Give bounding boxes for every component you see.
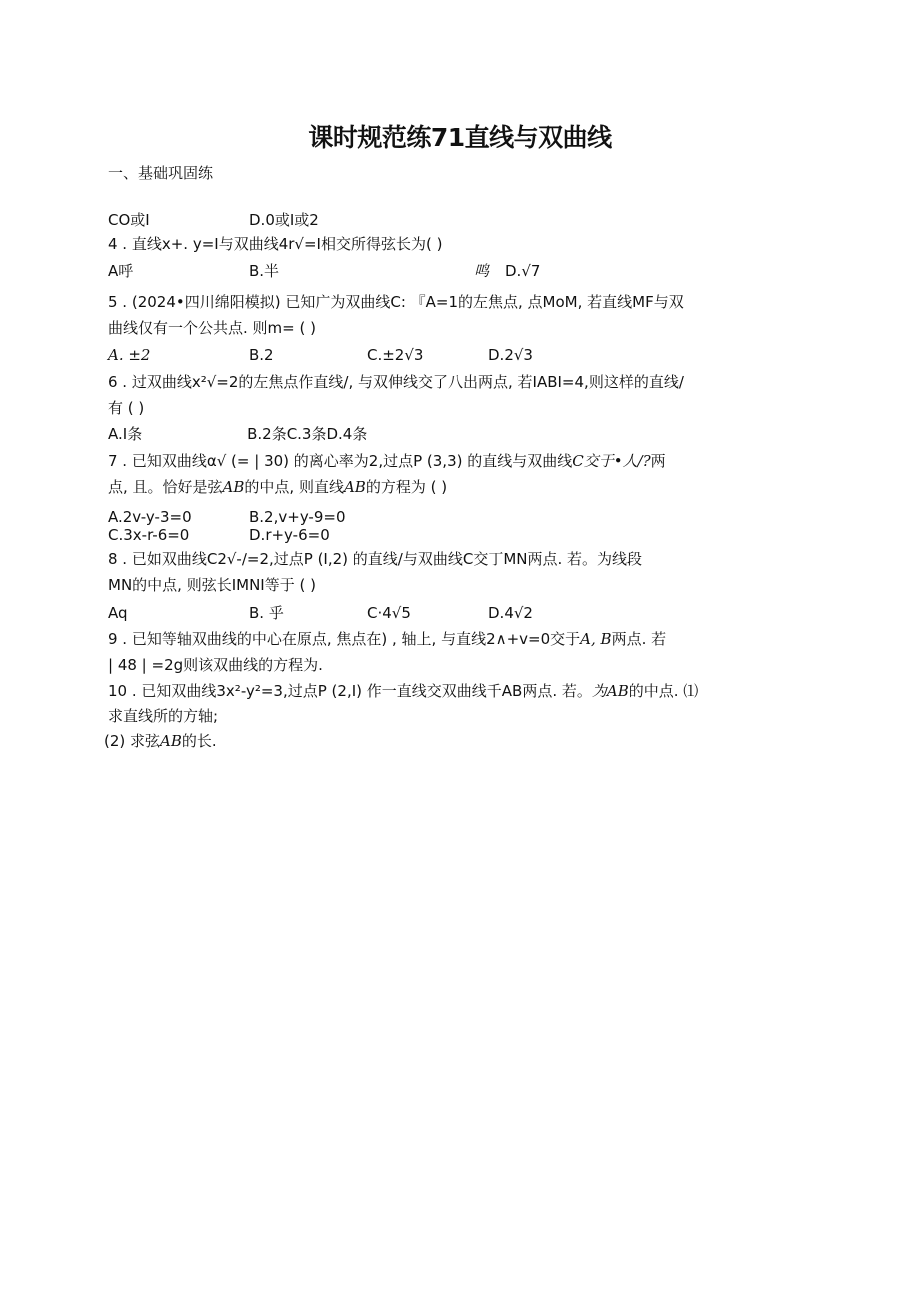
page-title: 课时规范练71直线与双曲线: [308, 123, 612, 152]
q9-stem-part1: 9 . 已知等轴双曲线的中心在原点, 焦点在) , 轴上, 与直线2∧+v=0交于: [108, 630, 581, 648]
q7-option-b: B.2,v+y-9=0: [249, 508, 346, 526]
q7-option-d: D.r+y-6=0: [249, 526, 330, 544]
q10-stem-line2: 求直线所的方轴;: [108, 707, 219, 725]
q3-option-d: D.0或I或2: [249, 211, 319, 229]
q5-option-d: D.2√3: [488, 346, 533, 364]
q8-stem-line2: MN的中点, 则弦长IMNI等于 ( ): [108, 576, 316, 594]
q9-stem-line1: [108, 629, 666, 649]
q9-stem-part3: 两点. 若: [611, 630, 667, 648]
q8-option-d: D.4√2: [488, 604, 533, 622]
q10-stem-part6: 的长.: [181, 732, 217, 750]
q8-option-b: B. 乎: [249, 604, 284, 622]
q5-option-a: A. ±2: [108, 346, 151, 364]
q4-option-d: D.√7: [505, 262, 541, 280]
q4-option-c: 鸣: [474, 262, 490, 280]
q8-option-a: Aq: [108, 604, 128, 622]
q10-stem-line1: [108, 681, 698, 701]
q5-option-b: B.2: [249, 346, 274, 364]
q3-option-c: CO或I: [108, 211, 150, 229]
q5-stem-line2: 曲线仅有一个公共点. 则m= ( ): [108, 319, 316, 337]
q10-stem-line3: [104, 731, 217, 751]
q6-stem-line1: 6 . 过双曲线x²√=2的左焦点作直线/, 与双伸线交了八出两点, 若IABI=4,则这样的直线/: [108, 373, 684, 391]
q4-stem: 4 . 直线x+. y=I与双曲线4r√=I相交所得弦长为( ): [108, 235, 443, 253]
q7-stem-part5: AB: [222, 478, 245, 496]
q10-stem-part2: 为AB: [591, 682, 629, 700]
q10-stem-part4: (2) 求弦: [104, 732, 161, 750]
q7-stem-part8: 的方程为 ( ): [365, 478, 448, 496]
q9-stem-part2: A, B: [580, 630, 612, 648]
q7-stem-part3: 两: [650, 452, 666, 470]
section-heading: 一、基础巩固练: [108, 164, 214, 182]
q7-stem-part4: 点, 且。恰好是弦: [108, 478, 223, 496]
q6-stem-line2: 有 ( ): [108, 399, 145, 417]
q5-stem-line1: 5 . (2024•四川绵阳模拟) 已知广为双曲线C: 『A=1的左焦点, 点MoM, 若直线MF与双: [108, 293, 684, 311]
q10-stem-part1: 10 . 已知双曲线3x²-y²=3,过点P (2,I) 作一直线交双曲线千AB两点. 若。: [108, 682, 592, 700]
q7-option-c: C.3x-r-6=0: [108, 526, 190, 544]
q8-stem-line1: 8 . 已如双曲线C2√-∕=2,过点P (I,2) 的直线/与双曲线C交丁MN两点. 若。为线段: [108, 550, 643, 568]
q7-stem-line1: [108, 451, 666, 471]
q10-stem-part3: 的中点. ⑴: [628, 682, 699, 700]
q10-stem-part5: AB: [160, 732, 182, 750]
q7-option-a: A.2v-y-3=0: [108, 508, 192, 526]
q7-stem-part1: 7 . 已知双曲线α√ (= | 30) 的离心率为2,过点P (3,3) 的直线与双曲线: [108, 452, 573, 470]
q4-option-b: B.半: [249, 262, 280, 280]
q4-option-a: A呼: [108, 262, 134, 280]
q7-stem-part6: 的中点, 则直线: [244, 478, 344, 496]
q7-stem-part2: C交于•人/?: [572, 452, 651, 470]
q5-option-c: C.±2√3: [367, 346, 424, 364]
q7-stem-part7: AB: [343, 478, 366, 496]
q8-option-c: C·4√5: [367, 604, 411, 622]
q7-stem-line2: [108, 477, 447, 497]
q6-options: A.I条 B.2条C.3条D.4条: [108, 425, 368, 443]
q9-stem-line2: | 48 | =2g则该双曲线的方程为.: [108, 656, 323, 674]
